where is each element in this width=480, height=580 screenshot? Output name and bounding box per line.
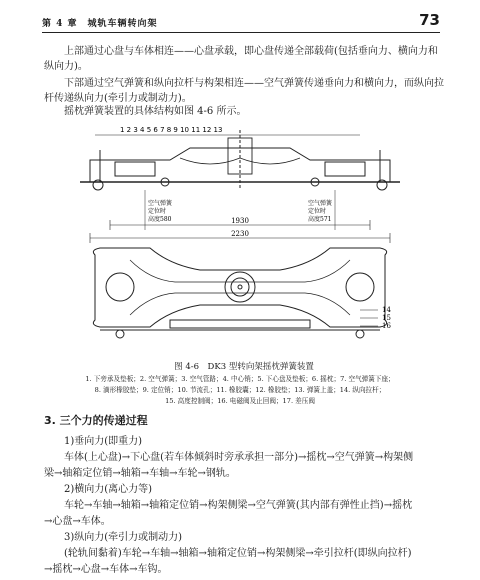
callout-16: 16 xyxy=(382,322,391,330)
figure-bolster-spring xyxy=(60,120,420,355)
callout-15: 15 xyxy=(382,314,391,322)
paragraph-figure-ref: 摇枕弹簧装置的具体结构如图 4-6 所示。 xyxy=(64,106,247,117)
page-header xyxy=(42,10,440,33)
vertical-force-path-2: 梁→轴箱定位销→轴箱→车轴→车轮→钢轨。 xyxy=(44,468,236,479)
lateral-force-heading: 2)横向力(离心力等) xyxy=(64,484,153,495)
lateral-force-path-2: →心盘→车体。 xyxy=(44,516,111,527)
legend-line-3: 15. 高度控制阀；16. 电磁阀及止回阀；17. 差压阀 xyxy=(165,397,315,405)
chapter-title: 第 4 章 城轨车辆转向架 xyxy=(42,19,158,29)
dimension-1930: 1930 xyxy=(231,217,249,225)
longitudinal-force-path-1: (轮轨间黏着)车轮→车轴→轴箱→轴箱定位销→构架侧梁→牵引拉杆(即纵向拉杆) xyxy=(64,548,412,559)
dimension-2230: 2230 xyxy=(231,230,249,238)
legend-line-1: 1. 下旁承及垫板；2. 空气弹簧；3. 空气管路；4. 中心销；5. 下心盘及垫板；6. 摇枕；7. 空气弹簧下座； xyxy=(85,375,395,383)
technical-drawing xyxy=(60,120,420,355)
right-spring-note-3: 高度571 xyxy=(308,216,332,223)
vertical-force-path-1: 车体(上心盘)→下心盘(若车体倾斜时旁承承担一部分)→摇枕→空气弹簧→构架侧 xyxy=(64,452,414,463)
lateral-force-path-1: 车轮→车轴→轴箱→轴箱定位销→构架侧梁→空气弹簧(其内部有弹性止挡)→摇枕 xyxy=(64,500,413,511)
left-spring-note-2: 定位时 xyxy=(148,208,167,215)
paragraph-upper-connection: 上部通过心盘与车体相连——心盘承载，即心盘传递全部载荷(包括垂向力、横向力和纵向力)。 xyxy=(44,46,438,72)
page-number: 73 xyxy=(419,11,440,29)
left-spring-note-3: 高度580 xyxy=(148,216,172,223)
longitudinal-force-path-2: →摇枕→心盘→车体→车钩。 xyxy=(44,564,168,575)
side-view xyxy=(80,130,400,230)
figure-top-numbers: 1 2 3 4 5 6 7 8 9 10 11 12 13 xyxy=(120,126,223,134)
callout-14: 14 xyxy=(382,306,391,314)
left-spring-note-1: 空气弹簧 xyxy=(148,200,173,207)
longitudinal-force-heading: 3)纵向力(牵引力或制动力) xyxy=(64,532,183,543)
section-heading: 3. 三个力的传递过程 xyxy=(44,414,148,427)
right-spring-note-1: 空气弹簧 xyxy=(308,200,333,207)
figure-caption: 图 4-6 DK3 型转向架摇枕弹簧装置 xyxy=(174,362,314,372)
right-spring-note-2: 定位时 xyxy=(308,208,327,215)
plan-view xyxy=(93,248,386,338)
vertical-force-heading: 1)垂向力(即重力) xyxy=(64,436,143,447)
paragraph-lower-connection: 下部通过空气弹簧和纵向拉杆与构架相连——空气弹簧传递垂向力和横向力，而纵向拉杆传递纵向力(牵引力或制动力)。 xyxy=(44,78,444,104)
legend-line-2: 8. 滴形橡胶垫；9. 定位销；10. 节流孔；11. 橡胶囊；12. 橡胶垫；13. 弹簧上盖；14. 纵向拉杆； xyxy=(94,386,386,394)
